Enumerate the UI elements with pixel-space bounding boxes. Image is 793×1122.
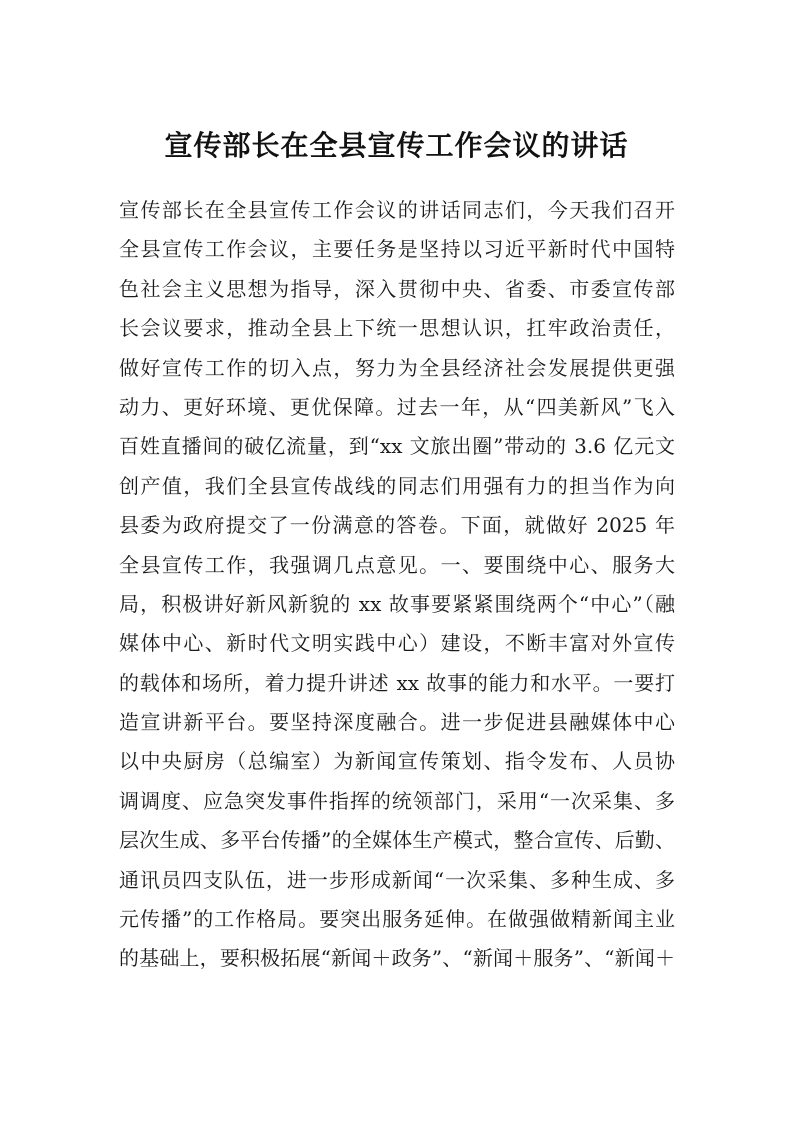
body-line: 局，积极讲好新风新貌的 xx 故事要紧紧围绕两个“中心”（融 xyxy=(119,591,675,616)
body-line: 通讯员四支队伍，进一步形成新闻“一次采集、多种生成、多 xyxy=(119,867,675,892)
body-line: 元传播”的工作格局。要突出服务延伸。在做强做精新闻主业 xyxy=(119,907,675,932)
body-line: 层次生成、多平台传播”的全媒体生产模式，整合宣传、后勤、 xyxy=(119,828,675,853)
body-line: 全县宣传工作会议，主要任务是坚持以习近平新时代中国特 xyxy=(119,237,675,262)
body-line: 全县宣传工作，我强调几点意见。一、要围绕中心、服务大 xyxy=(119,552,675,577)
body-line: 长会议要求，推动全县上下统一思想认识，扛牢政治责任， xyxy=(119,316,675,341)
body-line: 调调度、应急突发事件指挥的统领部门，采用“一次采集、多 xyxy=(119,788,675,813)
body-line: 宣传部长在全县宣传工作会议的讲话同志们，今天我们召开 xyxy=(119,198,675,222)
body-line: 做好宣传工作的切入点，努力为全县经济社会发展提供更强 xyxy=(119,355,675,380)
body-line: 以中央厨房（总编室）为新闻宣传策划、指令发布、人员协 xyxy=(119,749,675,774)
body-line: 创产值，我们全县宣传战线的同志们用强有力的担当作为向 xyxy=(119,473,675,498)
body-line: 县委为政府提交了一份满意的答卷。下面，就做好 2025 年 xyxy=(119,513,675,538)
body-line: 动力、更好环境、更优保障。过去一年，从“四美新风”飞入 xyxy=(119,394,675,419)
body-line: 色社会主义思想为指导，深入贯彻中央、省委、市委宣传部 xyxy=(119,276,675,301)
body-line: 百姓直播间的破亿流量，到“xx 文旅出圈”带动的 3.6 亿元文 xyxy=(119,434,675,459)
body-line: 的基础上，要积极拓展“新闻＋政务”、“新闻＋服务”、“新闻＋ xyxy=(119,946,675,971)
document-body xyxy=(119,191,675,979)
body-line: 媒体中心、新时代文明实践中心）建设，不断丰富对外宣传 xyxy=(119,631,675,656)
document-title: 宣传部长在全县宣传工作会议的讲话 xyxy=(164,129,629,162)
body-line: 的载体和场所，着力提升讲述 xx 故事的能力和水平。一要打 xyxy=(119,670,675,695)
body-line: 造宣讲新平台。要坚持深度融合。进一步促进县融媒体中心 xyxy=(119,710,675,735)
